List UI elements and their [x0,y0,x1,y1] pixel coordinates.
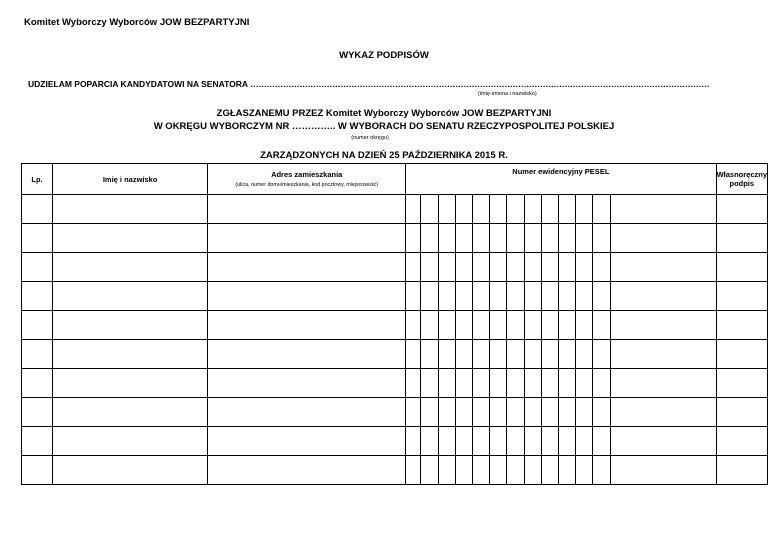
cell-pesel-digit[interactable] [559,195,576,224]
cell-pesel-digit[interactable] [421,195,438,224]
cell-pesel-digit[interactable] [576,224,593,253]
cell-pesel-digit[interactable] [438,369,455,398]
cell-pesel-digit[interactable] [541,282,558,311]
cell-pesel-digit[interactable] [559,253,576,282]
header-name [52,164,207,195]
cell-address[interactable] [208,311,406,340]
cell-pesel-spacer-right [610,311,716,340]
cell-name[interactable] [52,311,207,340]
cell-pesel-digit[interactable] [541,340,558,369]
cell-signature[interactable] [716,224,767,253]
cell-pesel-digit[interactable] [455,456,472,485]
cell-pesel-digit[interactable] [473,195,490,224]
cell-pesel-digit[interactable] [576,456,593,485]
cell-pesel-digit[interactable] [473,398,490,427]
cell-pesel-digit[interactable] [576,195,593,224]
cell-pesel-digit[interactable] [524,340,541,369]
cell-pesel-spacer-right [610,195,716,224]
cell-pesel-digit[interactable] [524,224,541,253]
cell-pesel-digit[interactable] [421,427,438,456]
cell-signature[interactable] [716,311,767,340]
cell-pesel-digit[interactable] [576,398,593,427]
cell-pesel-digit[interactable] [576,340,593,369]
cell-pesel-spacer-right [610,456,716,485]
cell-pesel-digit[interactable] [524,398,541,427]
cell-name[interactable] [52,195,207,224]
cell-pesel-digit[interactable] [421,282,438,311]
cell-pesel-digit[interactable] [593,282,610,311]
cell-pesel-spacer-left [406,311,421,340]
cell-address[interactable] [208,253,406,282]
cell-pesel-digit[interactable] [576,311,593,340]
declaration-line-3: ZARZĄDZONYCH NA DZIEŃ 25 PAŹDZIERNIKA 2015 R. [260,150,508,161]
table-row [22,282,768,311]
cell-pesel-digit[interactable] [421,340,438,369]
cell-lp [22,340,53,369]
cell-lp [22,456,53,485]
cell-pesel-digit[interactable] [559,456,576,485]
cell-pesel-digit[interactable] [576,369,593,398]
support-line [28,79,709,89]
cell-lp [22,398,53,427]
cell-address[interactable] [208,340,406,369]
table-row [22,369,768,398]
header-address [208,164,406,195]
cell-pesel-spacer-right [610,398,716,427]
cell-pesel-digit[interactable] [473,456,490,485]
cell-pesel-digit[interactable] [593,427,610,456]
cell-pesel-spacer-right [610,427,716,456]
cell-pesel-digit[interactable] [455,253,472,282]
cell-pesel-digit[interactable] [559,311,576,340]
cell-lp [22,195,53,224]
cell-pesel-digit[interactable] [490,311,507,340]
cell-pesel-digit[interactable] [455,195,472,224]
cell-pesel-digit[interactable] [421,456,438,485]
cell-pesel-digit[interactable] [507,282,524,311]
cell-pesel-digit[interactable] [421,369,438,398]
table-row [22,311,768,340]
cell-pesel-digit[interactable] [473,224,490,253]
cell-pesel-digit[interactable] [455,398,472,427]
support-text: UDZIELAM POPARCIA KANDYDATOWI NA SENATORA [28,79,248,89]
cell-pesel-digit[interactable] [559,224,576,253]
cell-pesel-digit[interactable] [473,253,490,282]
cell-signature[interactable] [716,369,767,398]
cell-pesel-digit[interactable] [507,456,524,485]
cell-pesel-digit[interactable] [507,253,524,282]
cell-name[interactable] [52,224,207,253]
declaration-line-1: ZGŁASZANEMU PRZEZ Komitet Wyborczy Wyborców JOW BEZPARTYJNI [216,108,552,119]
table-row [22,195,768,224]
cell-pesel-digit[interactable] [473,427,490,456]
cell-pesel-digit[interactable] [593,398,610,427]
cell-pesel-digit[interactable] [421,253,438,282]
cell-pesel-digit[interactable] [490,224,507,253]
cell-signature[interactable] [716,456,767,485]
table-row [22,427,768,456]
cell-pesel-digit[interactable] [524,282,541,311]
cell-pesel-digit[interactable] [524,369,541,398]
cell-pesel-digit[interactable] [541,398,558,427]
header-name-label: Imię i nazwisko [102,174,158,184]
cell-pesel-digit[interactable] [421,311,438,340]
cell-pesel-digit[interactable] [507,340,524,369]
cell-signature[interactable] [716,340,767,369]
cell-signature[interactable] [716,282,767,311]
cell-pesel-digit[interactable] [559,340,576,369]
cell-pesel-digit[interactable] [593,253,610,282]
cell-pesel-digit[interactable] [593,340,610,369]
header-address-label: Adres zamieszkania [271,170,343,179]
cell-pesel-digit[interactable] [438,456,455,485]
cell-pesel-digit[interactable] [593,369,610,398]
district-number-caption: (numer okręgu) [351,135,389,141]
header-lp [22,164,53,195]
cell-pesel-digit[interactable] [507,398,524,427]
candidate-name-field[interactable]: …………………………………………………………………………………………………………………………………………………… [250,79,710,89]
cell-pesel-digit[interactable] [438,253,455,282]
cell-pesel-digit[interactable] [507,311,524,340]
cell-pesel-digit[interactable] [473,311,490,340]
cell-pesel-digit[interactable] [490,398,507,427]
cell-pesel-spacer-left [406,282,421,311]
cell-name[interactable] [52,398,207,427]
cell-pesel-digit[interactable] [473,340,490,369]
table-row [22,340,768,369]
cell-pesel-digit[interactable] [576,253,593,282]
cell-pesel-digit[interactable] [507,427,524,456]
cell-name[interactable] [52,456,207,485]
cell-pesel-digit[interactable] [490,253,507,282]
cell-signature[interactable] [716,398,767,427]
signature-table [21,163,768,485]
cell-pesel-digit[interactable] [421,398,438,427]
cell-pesel-digit[interactable] [438,224,455,253]
cell-pesel-digit[interactable] [438,398,455,427]
cell-address[interactable] [208,282,406,311]
table-row [22,224,768,253]
cell-pesel-digit[interactable] [541,195,558,224]
cell-pesel-digit[interactable] [455,369,472,398]
cell-pesel-digit[interactable] [593,195,610,224]
cell-pesel-digit[interactable] [455,311,472,340]
cell-pesel-digit[interactable] [473,282,490,311]
header-pesel [406,164,716,195]
cell-pesel-digit[interactable] [541,253,558,282]
cell-pesel-spacer-right [610,369,716,398]
cell-pesel-spacer-right [610,340,716,369]
cell-pesel-spacer-left [406,427,421,456]
cell-pesel-spacer-left [406,340,421,369]
cell-lp [22,369,53,398]
table-row [22,253,768,282]
cell-pesel-digit[interactable] [559,398,576,427]
cell-pesel-spacer-right [610,282,716,311]
cell-name[interactable] [52,369,207,398]
cell-pesel-digit[interactable] [593,224,610,253]
cell-pesel-spacer-right [610,224,716,253]
cell-pesel-digit[interactable] [507,369,524,398]
cell-pesel-digit[interactable] [490,195,507,224]
committee-name: Komitet Wyborczy Wyborców JOW BEZPARTYJNI [24,17,250,28]
header-signature-label: Własnoręczny podpis [716,170,767,188]
cell-address[interactable] [208,427,406,456]
cell-name[interactable] [52,340,207,369]
cell-pesel-digit[interactable] [455,427,472,456]
cell-pesel-digit[interactable] [541,311,558,340]
cell-pesel-spacer-left [406,456,421,485]
cell-pesel-digit[interactable] [541,456,558,485]
cell-pesel-digit[interactable] [559,282,576,311]
cell-signature[interactable] [716,195,767,224]
cell-pesel-spacer-left [406,369,421,398]
cell-pesel-spacer-right [610,253,716,282]
cell-pesel-digit[interactable] [490,340,507,369]
cell-name[interactable] [52,253,207,282]
cell-pesel-digit[interactable] [438,427,455,456]
cell-pesel-digit[interactable] [524,456,541,485]
cell-pesel-spacer-left [406,224,421,253]
cell-pesel-spacer-left [406,398,421,427]
cell-address[interactable] [208,456,406,485]
header-address-sub: (ulica, numer domu/mieszkania, kod pocztowy, miejscowość) [235,182,379,188]
cell-pesel-digit[interactable] [524,427,541,456]
cell-pesel-digit[interactable] [593,456,610,485]
cell-signature[interactable] [716,253,767,282]
cell-lp [22,282,53,311]
cell-pesel-digit[interactable] [541,369,558,398]
cell-pesel-digit[interactable] [490,369,507,398]
cell-address[interactable] [208,195,406,224]
cell-pesel-spacer-left [406,195,421,224]
cell-name[interactable] [52,282,207,311]
cell-pesel-digit[interactable] [576,427,593,456]
table-row [22,398,768,427]
cell-address[interactable] [208,369,406,398]
cell-address[interactable] [208,224,406,253]
cell-pesel-digit[interactable] [490,427,507,456]
candidate-name-caption: (imię-imiona i nazwisko) [478,91,537,97]
cell-pesel-digit[interactable] [421,224,438,253]
cell-pesel-digit[interactable] [455,340,472,369]
cell-name[interactable] [52,427,207,456]
cell-pesel-digit[interactable] [507,224,524,253]
cell-pesel-digit[interactable] [541,427,558,456]
cell-lp [22,253,53,282]
cell-pesel-spacer-left [406,253,421,282]
header-signature [716,164,767,195]
cell-pesel-digit[interactable] [455,224,472,253]
cell-pesel-digit[interactable] [438,195,455,224]
cell-pesel-digit[interactable] [438,340,455,369]
cell-lp [22,427,53,456]
cell-signature[interactable] [716,427,767,456]
cell-pesel-digit[interactable] [524,311,541,340]
header-lp-label: Lp. [31,174,43,184]
cell-pesel-digit[interactable] [455,282,472,311]
cell-lp [22,224,53,253]
cell-pesel-digit[interactable] [541,224,558,253]
cell-pesel-digit[interactable] [593,311,610,340]
cell-pesel-digit[interactable] [490,456,507,485]
cell-address[interactable] [208,398,406,427]
header-pesel-label: Numer ewidencyjny PESEL [512,167,610,176]
cell-pesel-digit[interactable] [524,195,541,224]
declaration-line-2: W OKRĘGU WYBORCZYM NR ………….. W WYBORACH DO SENATU RZECZYPOSPOLITEJ POLSKIEJ [153,121,615,132]
document-title: WYKAZ PODPISÓW [339,50,429,61]
cell-pesel-digit[interactable] [473,369,490,398]
signature-rows [22,195,768,485]
cell-pesel-digit[interactable] [559,427,576,456]
cell-pesel-digit[interactable] [438,311,455,340]
cell-lp [22,311,53,340]
table-row [22,456,768,485]
cell-pesel-digit[interactable] [490,282,507,311]
cell-pesel-digit[interactable] [524,253,541,282]
cell-pesel-digit[interactable] [438,282,455,311]
cell-pesel-digit[interactable] [559,369,576,398]
cell-pesel-digit[interactable] [507,195,524,224]
cell-pesel-digit[interactable] [576,282,593,311]
